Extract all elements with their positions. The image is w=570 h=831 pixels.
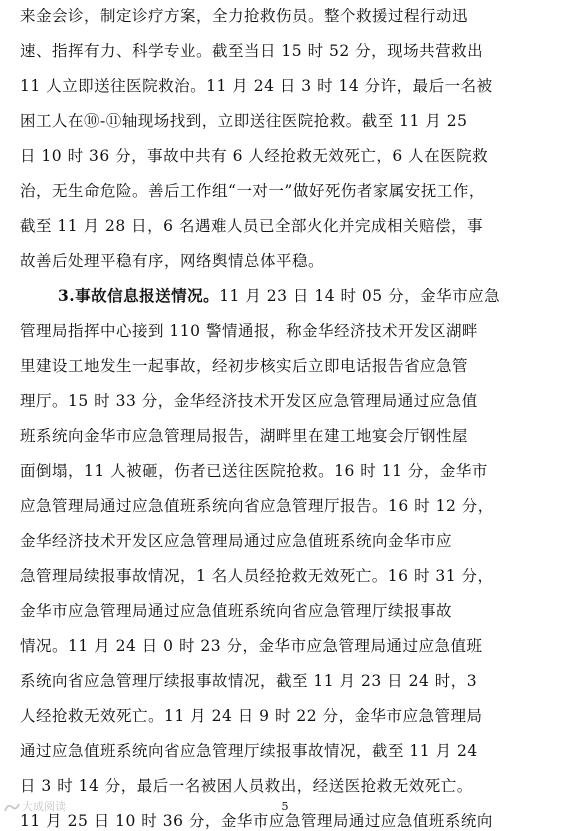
body-line: 通过应急值班系统向省应急管理厅续报事故情况，截至 11 月 24: [20, 742, 478, 760]
body-line: 情况。11 月 24 日 0 时 23 分，金华市应急管理局通过应急值班: [20, 637, 483, 655]
body-line: 来金会诊，制定诊疗方案，全力抢救伤员。整个救援过程行动迅: [20, 7, 469, 25]
body-line: 里建设工地发生一起事故，经初步核实后立即电话报告省应急管: [20, 357, 469, 375]
body-line: 应急管理局通过应急值班系统向省应急管理厅报告。16 时 12 分，: [20, 497, 494, 515]
body-line: 人经抢救无效死亡。11 月 24 日 9 时 22 分，金华市应急管理局: [20, 707, 483, 725]
section-first-line-text: 11 月 23 日 14 时 05 分，金华市应急: [219, 287, 501, 305]
body-line: 管理局指挥中心接到 110 警情通报，称金华经济技术开发区湖畔: [20, 322, 478, 340]
body-line: 金华经济技术开发区应急管理局通过应急值班系统向金华市应: [20, 532, 453, 550]
body-line: 系统向省应急管理厅续报事故情况，截至 11 月 23 日 24 时，3: [20, 672, 478, 690]
body-line: 日 10 时 36 分，事故中共有 6 人经抢救无效死亡，6 人在医院救: [20, 147, 489, 165]
body-line: 11 人立即送往医院救治。11 月 24 日 3 时 14 分许，最后一名被: [20, 77, 493, 95]
body-line: 班系统向金华市应急管理局报告，湖畔里在建工地宴会厅钢性屋: [20, 427, 469, 445]
body-line: 急管理局续报事故情况，1 名人员经抢救无效死亡。16 时 31 分，: [20, 567, 494, 585]
body-line: 金华市应急管理局通过应急值班系统向省应急管理厅续报事故: [20, 602, 453, 620]
watermark-text: 大成阅读: [22, 800, 66, 813]
body-line: 速、指挥有力、科学专业。截至当日 15 时 52 分，现场共营救出: [20, 42, 484, 60]
section-heading: 3.事故信息报送情况。: [58, 286, 220, 305]
body-line: 理厅。15 时 33 分，金华经济技术开发区应急管理局通过应急值: [20, 392, 478, 410]
body-line: 日 3 时 14 分，最后一名被困人员救出，经送医抢救无效死亡。: [20, 777, 473, 795]
body-line: 困工人在⑩-⑪轴现场找到，立即送往医院抢救。截至 11 月 25: [20, 112, 468, 130]
body-line: 截至 11 月 28 日，6 名遇难人员已全部火化并完成相关赔偿，事: [20, 217, 483, 235]
body-line: 面倒塌，11 人被砸，伤者已送往医院抢救。16 时 11 分，金华市: [20, 462, 488, 480]
watermark-logo-icon: [4, 802, 20, 813]
page-number: 5: [281, 800, 289, 813]
body-line: 治，无生命危险。善后工作组“一对一”做好死伤者家属安抚工作，: [20, 182, 485, 200]
body-line: 11 月 25 日 10 时 36 分，金华市应急管理局通过应急值班系统向: [20, 812, 493, 830]
body-line: 故善后处理平稳有序，网络舆情总体平稳。: [20, 252, 325, 270]
watermark: [4, 800, 66, 814]
section-first-line: [58, 286, 500, 306]
